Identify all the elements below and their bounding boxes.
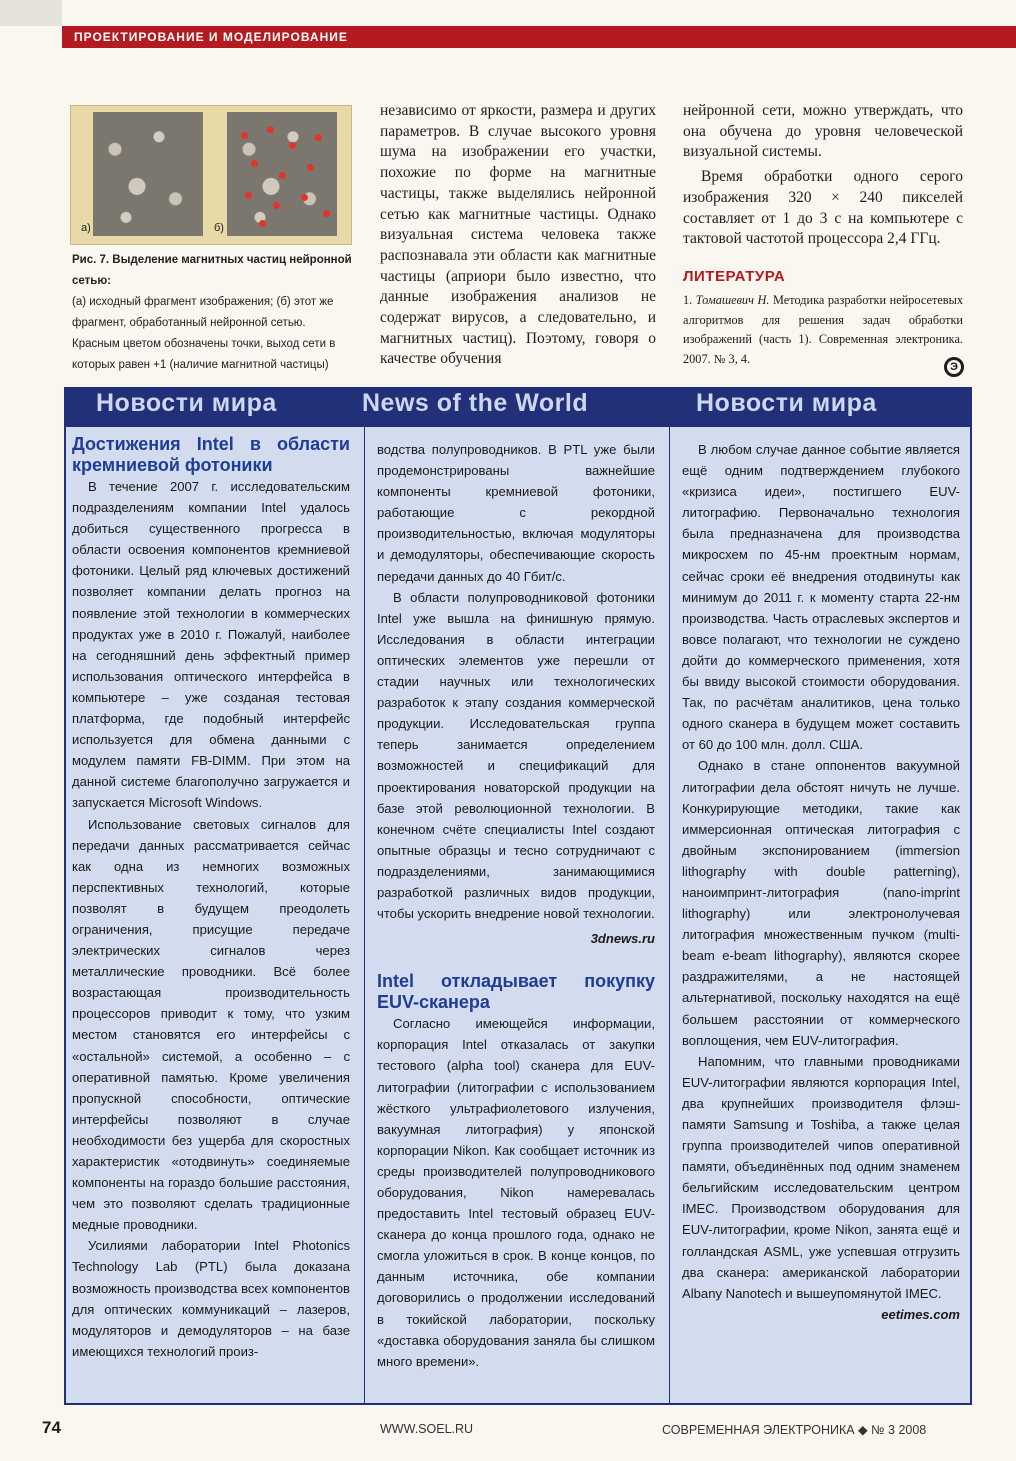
article-col2-text: независимо от яркости, размера и других параметров. В случае высокого уровня шума на изображении его участки, похожие по форме на магнитные частицы, также выделялись нейронной сетью как магнитные частицы. Однако визуальная система человека также распознавала эти области как магнитные частицы (априори было известно, что данные изображения анализов не содержат вирусов, а следовательно, и магнитных частиц). Поэтому, говоря о качестве обучения [380, 102, 656, 368]
section-title: ПРОЕКТИРОВАНИЕ И МОДЕЛИРОВАНИЕ [74, 30, 348, 44]
figure-7 [70, 105, 352, 245]
news-article-2-title: Intel откладывает покупку EUV-сканера [377, 971, 655, 1013]
caption-body: (а) исходный фрагмент изображения; (б) этот же фрагмент, обработанный нейронной сетью. Красным цветом обозначены точки, выход сети в которых равен +1 (наличие магнитной частицы) [72, 296, 336, 371]
news-a1-p2: Использование световых сигналов для передачи данных рассматривается сейчас как одна из немногих возможных перспективных технологий, которые позволят в будущем преодолеть ограничения, присущие передаче электрических сигналов через металлические проводники. Всё более возрастающая производительность процессоров приводит к тому, что узким местом становятся его интерфейсы с «остальной» системой, а особенно – с оперативной памятью. Кроме увеличения пропускной способности, оптические интерфейсы позволяют в случае необходимости без ущерба для скоростных характеристик «отодвинуть» соединяемые компоненты на гораздо большие расстояния, чем это позволяют сделать традиционные медные проводники. [72, 816, 350, 1233]
reference-author: Томашевич Н. [695, 293, 770, 307]
reference-number: 1. [683, 293, 693, 307]
footer-magazine: СОВРЕМЕННАЯ ЭЛЕКТРОНИКА ◆ № 3 2008 [662, 1423, 927, 1437]
news-a1-p3: Усилиями лаборатории Intel Photonics Technology Lab (PTL) была доказана возможность производства всех компонентов для оптических коммуникаций – лазеров, модуляторов и демодуляторов – на базе имеющихся технологий произ- [72, 1238, 350, 1359]
news-header-right: Новости мира [696, 389, 877, 417]
page-corner [0, 0, 62, 26]
article-column-2 [380, 101, 656, 370]
news-a2-p4: Напомним, что главными проводниками EUV-литографии являются корпорация Intel, два крупнейших производителя флэш-памяти Samsung и Toshiba, а также целая группа производителей чипов оперативной памяти, объединённых под одним знаменем бельгийским исследовательским центром IMEC. Производством оборудования для EUV-литографии, кроме Nikon, занята ещё и голландская ASML, уже успевшая отгрузить два сканера: американской лаборатории Albany Nanotech и вышеупомянутой IMEC. [682, 1053, 960, 1301]
article-col3-p1: нейронной сети, можно утверждать, что она обучена до уровня человеческой визуальной системы. [683, 102, 963, 161]
article-col3-p2: Время обработки одного серого изображения 320 × 240 пикселей составляет от 1 до 3 с на компьютере с тактовой частотой процессора 2,4 ГГц. [683, 168, 963, 248]
column-divider [364, 427, 365, 1405]
end-of-article-icon: Э [944, 357, 964, 377]
news-column-3 [682, 439, 960, 1325]
news-header-left: Новости мира [96, 389, 277, 417]
news-a2-source: eetimes.com [881, 1306, 960, 1322]
news-a1-source: 3dnews.ru [590, 931, 655, 947]
news-a2-p3: Однако в стане оппонентов вакуумной литографии дела обстоят ничуть не лучше. Конкурирующие методики, такие как иммерсионная оптическая литография с двойным экспонированием (immersion lithography with double patterning), наноимпринт-литография (nano-imprint lithography) или электронолучевая литография множественным пучком (multi-beam e-beam lithography), являются скорее раздражителями, а не настоящей альтернативой, поскольку находятся на ещё большем расстоянии от коммерческого воплощения, чем EUV-литография. [682, 758, 960, 1048]
figure-image-a [93, 112, 203, 236]
news-column-1 [72, 434, 350, 1362]
footer-url: WWW.SOEL.RU [380, 1422, 474, 1436]
news-a1-p4: водства полупроводников. В PTL уже были продемонстрированы важнейшие компоненты кремниевой фотоники, работающие с рекордной производительностью, включая модуляторы и демодуляторы, обеспечивающие скорость передачи данных до 40 Гбит/с. [377, 442, 655, 584]
figure-image-b [227, 112, 337, 236]
news-a1-p1: В течение 2007 г. исследовательским подразделениям компании Intel удалось добиться существенного прогресса в области освоения компонентов кремниевой фотоники. Целый ряд ключевых достижений позволяет компании делать прогноз на появление этой технологии в коммерческих продуктах уже в 2010 г. Пожалуй, наиболее на сегодняшний день эффектный пример использования оптического интерфейса в компьютере – уже созданая тестовая платформа, где подобный интерфейс используется для обмена данными с модулем памяти FB-DIMM. При этом на данной системе благополучно загружается и запускается Microsoft Windows. [72, 479, 350, 811]
news-a2-p2: В любом случае данное событие является ещё одним подтверждением глубокого «кризиса идеи», постигшего EUV-литографию. Первоначально технология была предназначена для производства микросхем по 45-нм проектным нормам, сейчас сроки её внедрения отодвинуты как минимум до 2011 г. к моменту старта 22-нм производства. Часть отраслевых экспертов и вовсе полагают, что технологии не суждено дойти до коммерческого применения, хотя бы ввиду высокой стоимости оборудования. Так, по расчётам аналитиков, цена только одного сканера в будущем может составить от 60 до 100 млн. долл. США. [682, 442, 960, 753]
page-number: 74 [42, 1418, 61, 1437]
article-column-3 [683, 101, 963, 250]
caption-title: Рис. 7. Выделение магнитных частиц нейронной сетью: [72, 254, 352, 287]
news-article-1-title: Достижения Intel в области кремниевой фотоники [72, 434, 350, 475]
figure-label-b: б) [214, 222, 224, 234]
references-list [683, 291, 963, 369]
news-header-mid: News of the World [362, 389, 589, 417]
news-column-2 [377, 439, 655, 1372]
figure-label-a: а) [81, 222, 91, 234]
references-title: ЛИТЕРАТУРА [683, 268, 786, 285]
column-divider [669, 427, 670, 1405]
figure-caption [72, 250, 354, 376]
news-a1-p5: В области полупроводниковой фотоники Intel уже вышла на финишную прямую. Исследования в области интеграции оптических элементов уже перешли от стадии научных или технологических разработок к этапу создания коммерческой продукции. Исследовательская группа теперь занимается определением возможностей и спецификаций для проектирования новаторской продукции на базе этой революционной технологии. В конечном счёте специалисты Intel создают опытные образцы и тесно сотрудничают с подразделениями, занимающимися разработкой различных видов продукции, чтобы ускорить внедрение новой технологии. [377, 589, 655, 922]
news-a2-p1: Согласно имеющейся информации, корпорация Intel отказалась от закупки тестового (alpha tool) сканера для EUV-литографии (литографии с использованием жёсткого ультрафиолетового излучения, вакуумная литография) у японской корпорации Nikon. Как сообщает источник из среды производителей полупроводникового оборудования, Nikon намеревалась предоставить Intel тестовый образец EUV-сканера до конца прошлого года, однако не смогла уложиться в срок. В конце концов, по данным источника, обе компании договорились о продолжении исследований в токийской лаборатории, поскольку «доставка оборудования заняла бы слишком много времени». [377, 1016, 655, 1369]
news-header [64, 387, 972, 427]
reference-text: Методика разработки нейросетевых алгоритмов для решения задач обработки изображений (часть 1). Современная электроника. 2007. № 3, 4. [683, 293, 963, 366]
